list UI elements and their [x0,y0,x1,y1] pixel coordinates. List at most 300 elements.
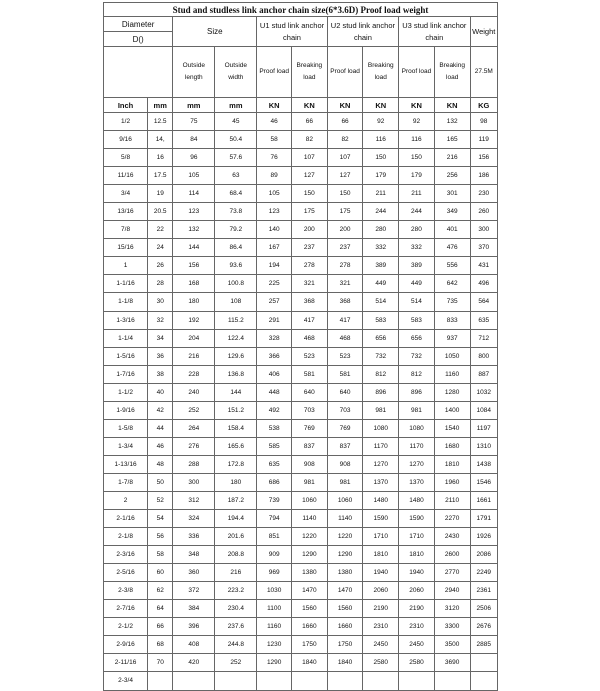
table-cell: 82 [292,131,328,149]
table-row [104,257,498,275]
table-cell [292,672,328,690]
table-cell: 70 [148,654,173,672]
table-row [104,419,498,437]
table-cell: 1660 [327,618,363,636]
table-cell: 52 [148,491,173,509]
table-cell: 129.6 [215,347,257,365]
table-row [104,510,498,528]
table-cell: 1-1/2 [104,383,148,401]
table-cell: 2310 [399,618,435,636]
table-cell: 321 [327,275,363,293]
table-cell: 12.5 [148,113,173,131]
table-cell: 179 [363,167,399,185]
table-cell: 194 [257,257,292,275]
table-cell: 417 [292,311,328,329]
table-row [104,437,498,455]
table-cell [399,672,435,690]
table-cell: 168 [173,275,215,293]
unit-cell: KN [327,98,363,113]
table-cell: 116 [363,131,399,149]
table-cell: 538 [257,419,292,437]
table-cell: 368 [292,293,328,311]
table-cell: 1220 [327,528,363,546]
table-cell: 523 [327,347,363,365]
table-cell: 732 [363,347,399,365]
table-cell: 223.2 [215,582,257,600]
table-cell: 165 [434,131,470,149]
table-cell: 256 [434,167,470,185]
table-cell: 1540 [434,419,470,437]
table-cell: 2-1/8 [104,528,148,546]
table-cell: 887 [470,365,497,383]
table-cell: 389 [399,257,435,275]
table-cell: 2361 [470,582,497,600]
table-cell: 1370 [363,473,399,491]
table-cell: 150 [399,149,435,167]
table-cell: 1750 [327,636,363,654]
unit-cell: mm [173,98,215,113]
table-cell: 2110 [434,491,470,509]
table-cell: 194.4 [215,510,257,528]
table-cell: 2885 [470,636,497,654]
table-cell: 1/2 [104,113,148,131]
table-cell: 1160 [257,618,292,636]
table-row [104,600,498,618]
table-cell: 1050 [434,347,470,365]
table-cell: 79.2 [215,221,257,239]
table-cell: 150 [292,185,328,203]
table-cell [363,672,399,690]
table-cell: 1660 [292,618,328,636]
table-cell: 581 [292,365,328,383]
table-cell: 158.4 [215,419,257,437]
table-cell: 68.4 [215,185,257,203]
table-cell: 50.4 [215,131,257,149]
table-cell: 1810 [434,455,470,473]
table-title: Stud and studless link anchor chain size(6*3.6D) Proof load weight [104,3,498,17]
table-row [104,239,498,257]
table-cell: 225 [257,275,292,293]
table-cell: 1480 [399,491,435,509]
header-u2-breaking: Breaking load [363,47,399,98]
table-cell: 2450 [363,636,399,654]
table-cell: 132 [173,221,215,239]
table-cell: 244 [399,203,435,221]
table-cell: 1084 [470,401,497,419]
table-cell: 1060 [327,491,363,509]
table-cell: 40 [148,383,173,401]
table-cell: 276 [173,437,215,455]
table-cell: 583 [399,311,435,329]
table-cell: 278 [292,257,328,275]
table-cell: 1791 [470,510,497,528]
table-cell: 640 [292,383,328,401]
table-cell [434,672,470,690]
table-cell: 44 [148,419,173,437]
table-cell: 9/16 [104,131,148,149]
table-cell: 431 [470,257,497,275]
table-cell: 2060 [399,582,435,600]
table-cell: 82 [327,131,363,149]
table-cell: 368 [327,293,363,311]
table-cell: 1-9/16 [104,401,148,419]
table-cell: 800 [470,347,497,365]
table-cell: 105 [257,185,292,203]
table-cell: 1032 [470,383,497,401]
table-cell: 16 [148,149,173,167]
table-cell: 200 [327,221,363,239]
table-cell: 107 [327,149,363,167]
unit-cell: KN [434,98,470,113]
table-cell: 1-7/16 [104,365,148,383]
table-cell: 114 [173,185,215,203]
header-weight-unit: 27.5M [470,47,497,98]
table-row [104,528,498,546]
table-cell: 1220 [292,528,328,546]
table-cell: 1140 [327,510,363,528]
table-cell: 84 [173,131,215,149]
table-cell: 66 [327,113,363,131]
table-cell: 332 [399,239,435,257]
table-cell: 2450 [399,636,435,654]
table-row [104,618,498,636]
header-u1-breaking: Breaking load [292,47,328,98]
table-cell: 406 [257,365,292,383]
table-cell: 1060 [292,491,328,509]
table-cell: 123 [173,203,215,221]
table-cell: 1290 [292,546,328,564]
table-cell: 1438 [470,455,497,473]
table-cell: 1-3/4 [104,437,148,455]
header-u2: U2 stud link anchor chain [327,17,398,47]
table-cell: 122.4 [215,329,257,347]
table-cell: 514 [399,293,435,311]
table-cell: 396 [173,618,215,636]
table-cell [257,672,292,690]
table-cell: 92 [399,113,435,131]
table-cell: 1590 [363,510,399,528]
table-cell: 981 [327,473,363,491]
table-cell: 201.6 [215,528,257,546]
table-cell: 150 [327,185,363,203]
table-cell: 280 [399,221,435,239]
unit-cell: KN [257,98,292,113]
table-cell: 585 [257,437,292,455]
table-cell: 417 [327,311,363,329]
header-row-1 [104,17,498,32]
table-cell: 732 [399,347,435,365]
table-cell: 1370 [399,473,435,491]
table-row [104,473,498,491]
header-u3-proof: Proof load [399,47,435,98]
table-cell: 230.4 [215,600,257,618]
header-u3: U3 stud link anchor chain [399,17,470,47]
table-cell: 937 [434,329,470,347]
table-row [104,131,498,149]
table-cell: 496 [470,275,497,293]
table-row [104,401,498,419]
table-cell: 3120 [434,600,470,618]
table-cell: 192 [173,311,215,329]
table-cell: 448 [257,383,292,401]
table-cell: 151.2 [215,401,257,419]
table-cell: 186 [470,167,497,185]
table-cell: 642 [434,275,470,293]
table-cell: 2060 [363,582,399,600]
header-blank [104,47,173,98]
table-cell: 1-5/8 [104,419,148,437]
table-cell: 291 [257,311,292,329]
table-cell: 2270 [434,510,470,528]
table-cell: 1-7/8 [104,473,148,491]
table-cell: 686 [257,473,292,491]
table-cell: 384 [173,600,215,618]
table-cell: 123 [257,203,292,221]
unit-cell: mm [148,98,173,113]
table-cell: 187.2 [215,491,257,509]
table-cell: 2580 [363,654,399,672]
table-cell: 794 [257,510,292,528]
table-cell: 19 [148,185,173,203]
table-cell: 812 [363,365,399,383]
table-cell: 837 [292,437,328,455]
table-cell: 703 [327,401,363,419]
table-cell: 2600 [434,546,470,564]
table-cell: 252 [215,654,257,672]
table-cell: 1810 [399,546,435,564]
table-cell: 492 [257,401,292,419]
table-cell: 1-1/16 [104,275,148,293]
table-cell: 2249 [470,564,497,582]
table-cell: 7/8 [104,221,148,239]
table-cell: 237 [292,239,328,257]
table-cell: 1400 [434,401,470,419]
table-cell: 75 [173,113,215,131]
table-cell: 216 [215,564,257,582]
table-cell: 328 [257,329,292,347]
table-cell: 969 [257,564,292,582]
header-u1: U1 stud link anchor chain [257,17,327,47]
table-cell: 1280 [434,383,470,401]
table-cell: 50 [148,473,173,491]
table-cell: 54 [148,510,173,528]
table-cell: 1197 [470,419,497,437]
table-cell: 216 [434,149,470,167]
table-cell: 1-3/16 [104,311,148,329]
table-cell: 523 [292,347,328,365]
table-cell: 2-3/16 [104,546,148,564]
table-cell: 237 [327,239,363,257]
table-cell: 76 [257,149,292,167]
table-cell: 36 [148,347,173,365]
table-cell: 179 [399,167,435,185]
table-cell [148,672,173,690]
table-cell: 116 [399,131,435,149]
table-cell: 3690 [434,654,470,672]
header-row-3 [104,47,498,98]
table-cell: 1310 [470,437,497,455]
unit-cell: KN [363,98,399,113]
table-cell: 1470 [327,582,363,600]
table-cell: 2310 [363,618,399,636]
table-cell: 60 [148,564,173,582]
table-cell: 140 [257,221,292,239]
table-cell [215,672,257,690]
table-cell: 468 [327,329,363,347]
table-cell: 581 [327,365,363,383]
table-cell: 278 [327,257,363,275]
header-diameter-unit: D() [104,32,173,47]
table-cell: 1380 [292,564,328,582]
table-cell: 1661 [470,491,497,509]
table-cell: 1080 [363,419,399,437]
table-cell: 2-1/2 [104,618,148,636]
table-cell: 1960 [434,473,470,491]
table-cell: 1140 [292,510,328,528]
table-cell: 1380 [327,564,363,582]
table-cell: 1560 [292,600,328,618]
table-cell: 2-3/8 [104,582,148,600]
table-cell [470,672,497,690]
table-cell: 200 [292,221,328,239]
table-cell: 237.6 [215,618,257,636]
table-cell: 115.2 [215,311,257,329]
table-cell: 2-9/16 [104,636,148,654]
table-cell: 107 [292,149,328,167]
table-cell: 62 [148,582,173,600]
header-outside-length: Outside length [173,47,215,98]
unit-cell: Inch [104,98,148,113]
table-cell: 264 [173,419,215,437]
table-cell: 812 [399,365,435,383]
table-cell: 370 [470,239,497,257]
table-cell: 86.4 [215,239,257,257]
table-cell: 1-1/4 [104,329,148,347]
table-cell: 58 [148,546,173,564]
table-cell: 981 [399,401,435,419]
table-cell: 1 [104,257,148,275]
table-row [104,546,498,564]
table-cell: 833 [434,311,470,329]
table-cell: 1926 [470,528,497,546]
table-cell: 252 [173,401,215,419]
table-cell: 909 [257,546,292,564]
table-cell: 1270 [399,455,435,473]
table-cell [327,672,363,690]
table-cell: 175 [327,203,363,221]
table-cell: 127 [327,167,363,185]
table-cell: 240 [173,383,215,401]
table-cell: 32 [148,311,173,329]
table-cell: 211 [363,185,399,203]
table-cell: 348 [173,546,215,564]
table-cell: 640 [327,383,363,401]
table-cell: 389 [363,257,399,275]
table-cell: 96 [173,149,215,167]
table-cell: 735 [434,293,470,311]
table-cell: 1710 [399,528,435,546]
table-row [104,582,498,600]
table-cell: 144 [173,239,215,257]
table-cell: 257 [257,293,292,311]
table-cell: 244 [363,203,399,221]
table-cell: 1080 [399,419,435,437]
table-cell: 2086 [470,546,497,564]
table-cell: 981 [292,473,328,491]
table-cell: 175 [292,203,328,221]
table-cell: 837 [327,437,363,455]
table-cell: 244.8 [215,636,257,654]
table-cell: 1590 [399,510,435,528]
table-cell: 656 [363,329,399,347]
table-row [104,365,498,383]
table-cell: 2-5/16 [104,564,148,582]
table-cell: 635 [257,455,292,473]
header-diameter: Diameter [104,17,173,32]
table-cell: 1290 [257,654,292,672]
table-row [104,293,498,311]
table-cell: 583 [363,311,399,329]
table-cell: 22 [148,221,173,239]
table-cell: 42 [148,401,173,419]
table-cell: 144 [215,383,257,401]
table-row [104,221,498,239]
table-cell: 1290 [327,546,363,564]
table-cell: 336 [173,528,215,546]
table-cell: 712 [470,329,497,347]
chain-spec-table-wrapper [103,2,498,691]
table-cell: 89 [257,167,292,185]
table-row [104,329,498,347]
table-cell: 366 [257,347,292,365]
table-cell: 1100 [257,600,292,618]
table-cell: 46 [148,437,173,455]
table-cell: 66 [148,618,173,636]
table-cell: 228 [173,365,215,383]
table-row [104,113,498,131]
table-cell: 908 [292,455,328,473]
table-cell [173,672,215,690]
table-cell: 1840 [327,654,363,672]
table-row [104,275,498,293]
table-cell: 324 [173,510,215,528]
table-cell: 2-1/16 [104,510,148,528]
table-cell: 136.8 [215,365,257,383]
table-row [104,311,498,329]
table-cell: 1560 [327,600,363,618]
table-cell: 64 [148,600,173,618]
unit-cell: KN [292,98,328,113]
table-cell: 63 [215,167,257,185]
header-weight: Weight [470,17,497,47]
table-cell: 635 [470,311,497,329]
table-cell: 2190 [363,600,399,618]
table-cell: 1810 [363,546,399,564]
table-cell: 2-11/16 [104,654,148,672]
table-cell: 1-13/16 [104,455,148,473]
table-cell: 100.8 [215,275,257,293]
table-cell: 1750 [292,636,328,654]
table-row [104,347,498,365]
title-row [104,3,498,17]
table-cell: 312 [173,491,215,509]
table-cell: 11/16 [104,167,148,185]
table-cell: 1470 [292,582,328,600]
table-cell: 280 [363,221,399,239]
table-cell: 300 [173,473,215,491]
table-cell: 260 [470,203,497,221]
units-row [104,98,498,113]
